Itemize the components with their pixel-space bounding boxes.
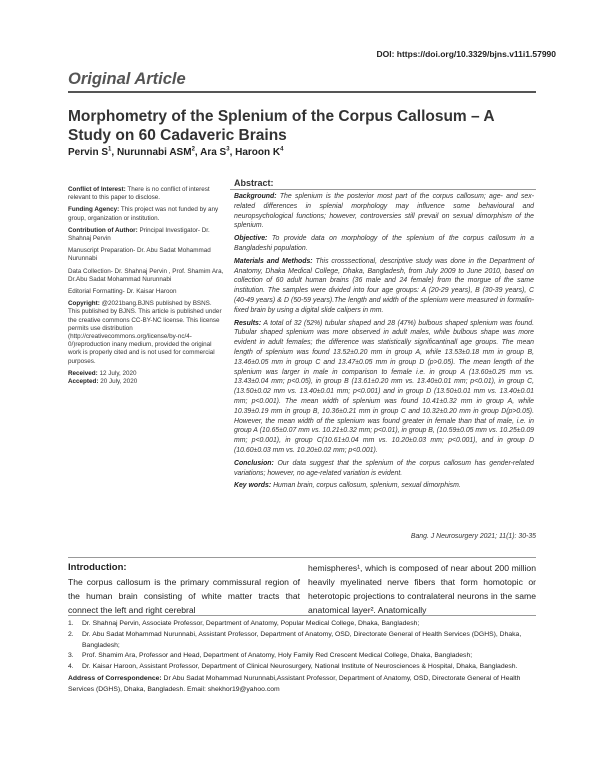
- article-info-sidebar: [68, 186, 224, 390]
- abstract-conclusion: Conclusion: Our data suggest that the splenium of the corpus callosum has gender-related variations; however, no age-related variation is evident.: [234, 459, 534, 477]
- abstract-keywords: Key words: Human brain, corpus callosum, splenium, sexual dimorphism.: [234, 482, 461, 490]
- correspondence-address: Address of Correspondence: Dr Abu Sadat Mohammad Nurunnabi,Assistant Professor, Department of Anatomy, OSD, Directorate General of Health Services (DGHS), Dhaka, Bangladesh. Email: shekhor19@yahoo.com: [68, 674, 521, 693]
- affiliation-item: 1. Dr. Shahnaj Pervin, Associate Professor, Department of Anatomy, Popular Medical College, Dhaka, Bangladesh;: [68, 620, 420, 627]
- funding-agency: Funding Agency: This project was not funded by any group, organization or institution.: [68, 206, 219, 222]
- doi-link[interactable]: DOI: https://doi.org/10.3329/bjns.v11i1.57990: [376, 49, 556, 59]
- introduction-right-column: hemispheres¹, which is composed of near about 200 million heavily myelinated nerve fibers that form homotopic or heterotopic projections to contralateral neurons in the same anatomical layer². Anatomically: [308, 563, 536, 615]
- abstract-body: [234, 192, 534, 494]
- abstract-results: Results: A total of 32 (52%) tubular shaped and 28 (47%) bulbous shaped splenium was found. Tubular shaped splenium was more observed in adult males, while bulbous shape was more evident in adult females; the difference was statistically significantinall age groups. The mean length of splenium was found 13.52±0.20 mm in group A, while 13.53±0.18 mm in group B, 13.46±0.05 mm in group C and 13.47±0.05 mm in group D (p>0.05). The mean length of the splenium was larger in male in comparison to female i.e. in group A (13.60±0.25 mm vs. 13.43±0.04 mm; p<0.05), in group B (13.61±0.20 mm vs. 13.40±0.01 mm; p<0.01), in group C, (13.50±0.02 mm vs. 13.40±0.01 mm; p<0.001) and in group D (13.50±0.01 mm vs. 13.40±0.01 mm; p<0.001). The mean width of splenium was found 10.41±0.32 mm in group A, while 10.39±0.19 mm in group B, 10.36±0.21 mm in group C and 10.32±0.20 mm in group D(p>0.05). However, the mean width of the splenium was found greater in female than that of male, i.e. in group A (10.65±0.07 mm vs. 10.21±0.32 mm; p<0.01), in group B, (10.59±0.05 mm vs. 10.25±0.09 mm; p<0.001), in group C(10.61±0.04 mm vs. 10.20±0.03 mm; p<0.001), and in group D (10.60±0.03 mm vs. 10.20±0.02 mm; p<0.001).: [234, 319, 534, 454]
- author: Haroon $K^4$: [235, 147, 284, 159]
- paper-title: Morphometry of the Splenium of the Corpus Callosum – A Study on 60 Cadaveric Brains: [68, 108, 494, 144]
- affiliation-item: 3. Prof. Shamim Ara, Professor and Head, Department of Anatomy, Holy Family Red Crescent Medical College, Dhaka, Bangladesh;: [68, 652, 473, 660]
- accepted-date: Accepted: 20 July, 2020: [68, 378, 138, 386]
- journal-citation: Bang. J Neurosurgery 2021; 11(1): 30-35: [410, 533, 536, 540]
- conflict-of-interest: Conflict of Interest: There is no conflict of interest relevant to this paper to disclose.: [68, 186, 210, 202]
- author: Pervin $S^1$,: [68, 147, 117, 159]
- data-collection: Data Collection- Dr. Shahnaj Pervin , Prof. Shamim Ara, Dr.Abu Sadat Mohammad Nurunnabi: [68, 267, 224, 283]
- author-affiliations: [68, 619, 536, 696]
- introduction-heading: Introduction:: [68, 562, 127, 573]
- introduction-left-column: The corpus callosum is the primary commissural region of the human brain consisting of white matter tracts that connect the left and right cerebral: [68, 577, 300, 615]
- footnote-rule: [68, 615, 536, 616]
- author: Ara $S^3$,: [200, 147, 236, 159]
- author: Nurunnabi ASM$^2$,: [116, 147, 201, 159]
- affiliation-item: 4. Dr. Kaisar Haroon, Assistant Professor, Department of Clinical Neurosurgery, National Institute of Neurosciences & Hospital, Dhaka, Bangladesh.: [68, 663, 518, 671]
- header-rule: [68, 91, 536, 93]
- received-date: Received: 12 July, 2020: [68, 369, 137, 377]
- copyright-notice: Copyright: @2021bang.BJNS published by BSNS. This published by BJNS. This article is published under the creative commons CC-BY-NC license. This license permits use distribution (http://creativecommons.org/license/by-nc/4-0/)reproduction inany medium, provided the original work is properly cited and is not used for commercial purposes.: [68, 300, 222, 365]
- affiliation-item: 2. Dr. Abu Sadat Mohammad Nurunnabi, Assistant Professor, Department of Anatomy, OSD, Directorate General of Health Services (DGHS), Dhaka, Bangladesh;: [68, 630, 522, 649]
- editorial-formatting: Editorial Formatting- Dr. Kaisar Haroon: [68, 288, 177, 296]
- author-list: [68, 147, 283, 158]
- abstract-background: Background: The splenium is the posterior most part of the corpus callosum; age- and sex-related differences in splenial morphology may influence some behavioural and neuropsychological functions; however, controversies still prevail on sexual dimorphism of the splenium.: [234, 193, 534, 230]
- abstract-methods: Materials and Methods: This crosssectional, descriptive study was done in the Department of Anatomy, Dhaka Medical College, Dhaka, Bangladesh, from July 2009 to June 2010, based on collection of 60 adult human brains (36 male and 24 female) from the morgue of the same institution. The samples were divided into four age groups: A (20-29 years), B (30-39 years), C (40-49 years) & D (50-59 years).The length and width of the splenium were measured in formalin-fixed brain by using a digital slide calipers in mm.: [234, 257, 534, 314]
- article-type-header: [68, 70, 536, 93]
- article-type: Original Article: [68, 70, 186, 88]
- abstract-objective: Objective: To provide data on morphology of the splenium of the corpus callosum in a Bangladeshi population.: [234, 235, 534, 252]
- manuscript-preparation: Manuscript Preparation- Dr. Abu Sadat Mohammad Nurunnabi: [68, 247, 211, 263]
- abstract-heading: Abstract:: [234, 178, 274, 188]
- section-rule: [68, 557, 536, 558]
- abstract-rule: [230, 189, 536, 190]
- author-contribution: Contribution of Author: Principal Investigator- Dr. Shahnaj Pervin: [68, 226, 210, 243]
